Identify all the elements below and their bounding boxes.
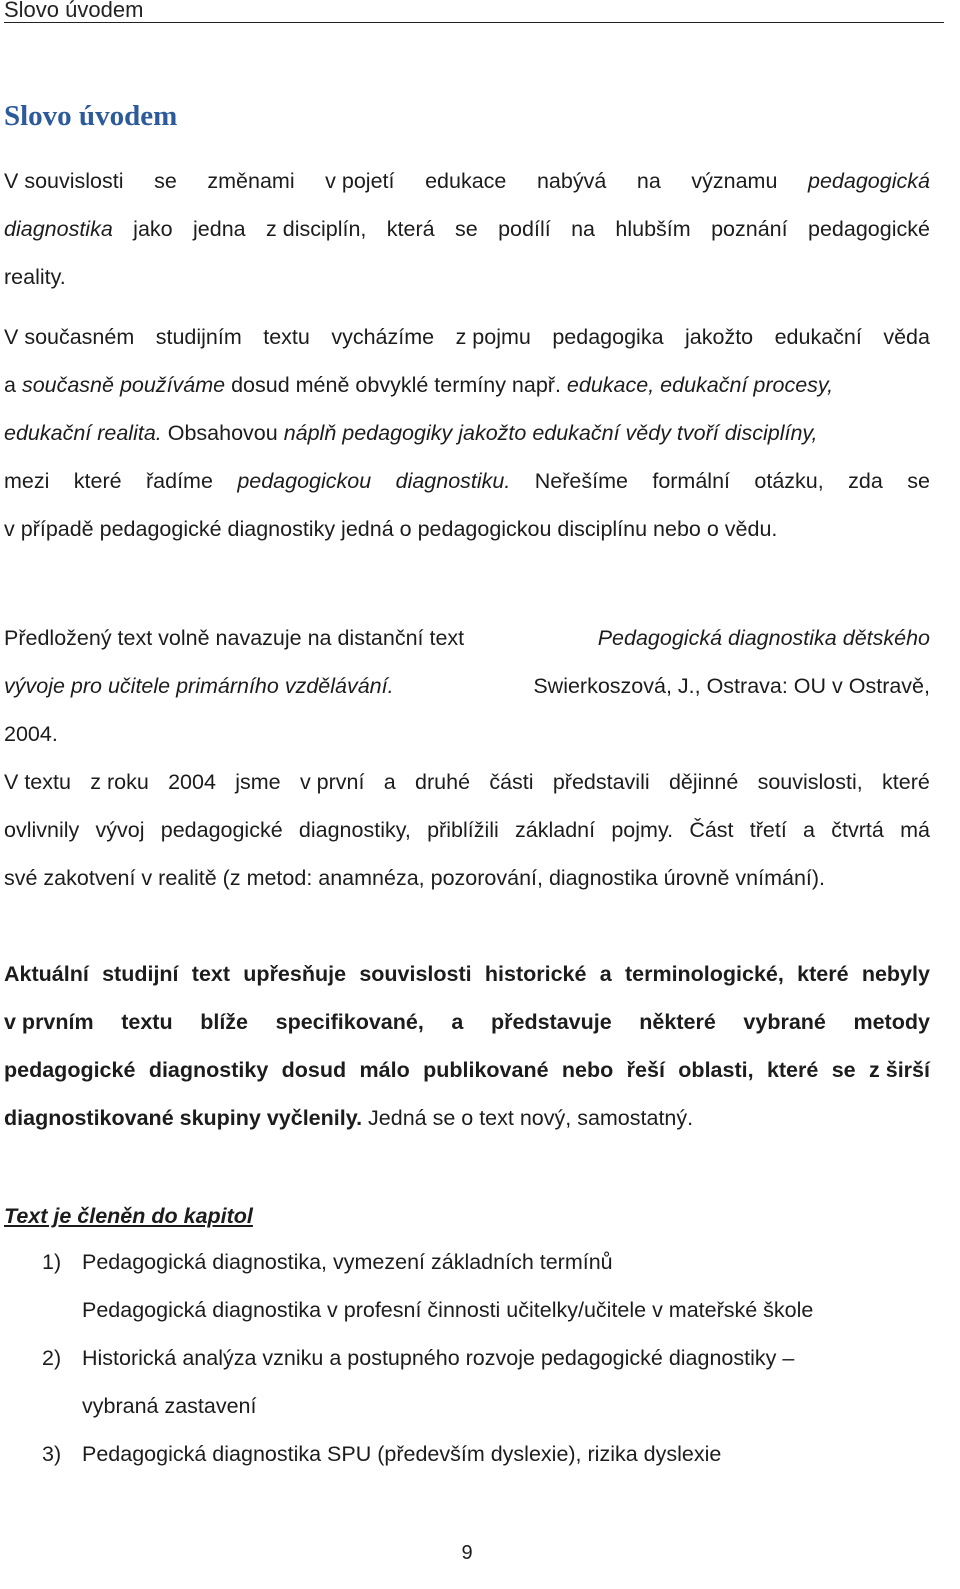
word: a <box>451 1010 464 1034</box>
word: a <box>383 770 396 794</box>
word: hlubším <box>615 217 691 241</box>
word: nebyly <box>861 962 930 986</box>
toc-item-text: Historická analýza vzniku a postupného rozvoje pedagogické diagnostiky – <box>82 1346 795 1370</box>
toc-item-text: Pedagogická diagnostika, vymezení základních termínů <box>82 1250 613 1274</box>
word: významu <box>691 169 778 193</box>
running-header <box>4 0 944 23</box>
word: edukační <box>774 325 862 349</box>
word: některé <box>639 1010 716 1034</box>
page-title: Slovo úvodem <box>4 100 178 132</box>
text-run-italic: vývoje pro učitele primárního vzdělávání. <box>4 674 394 698</box>
text-run-italic: současně používáme <box>21 373 226 397</box>
word: představili <box>552 770 650 794</box>
toc-item-text: vybraná zastavení <box>82 1394 257 1418</box>
word: pedagogické <box>808 217 930 241</box>
word: na <box>571 217 596 241</box>
paragraph-5-line-4 <box>4 1094 930 1142</box>
paragraph-3-line-1 <box>4 614 930 662</box>
word: text <box>191 962 231 986</box>
text-run-italic: náplň pedagogiky jakožto edukační vědy tvoří disciplíny, <box>283 421 818 445</box>
text-run: které <box>73 469 122 493</box>
paragraph-1-line-1 <box>4 157 930 205</box>
word: ovlivnily <box>4 818 80 842</box>
word: V textu <box>4 770 71 794</box>
word: a <box>803 818 816 842</box>
word: dosud <box>281 1058 347 1082</box>
word: se <box>907 469 930 493</box>
paragraph-2-line-1 <box>4 313 930 361</box>
word: textu <box>263 325 310 349</box>
text-run-italic: Pedagogická diagnostika dětského <box>597 626 930 650</box>
word: studijní <box>102 962 179 986</box>
paragraph-1-line-3: reality. <box>4 265 66 289</box>
word: Neřešíme <box>534 469 628 493</box>
paragraph-4-line-3: své zakotvení v realitě (z metod: anamnéza, pozorování, diagnostika úrovně vnímání). <box>4 866 826 890</box>
word: v prvním <box>4 1010 94 1034</box>
text-run-italic: pedagogická <box>808 169 930 193</box>
word: které <box>797 962 849 986</box>
paragraph-2-line-2 <box>4 361 930 409</box>
word: z širší <box>869 1058 930 1082</box>
paragraph-2-line-3 <box>4 409 930 457</box>
paragraph-5-line-2 <box>4 998 930 1046</box>
toc-item-text: Pedagogická diagnostika v profesní činnosti učitelky/učitele v mateřské škole <box>82 1298 814 1322</box>
page-number: 9 <box>461 1542 473 1564</box>
text-run-italic: edukace, edukační procesy, <box>566 373 834 397</box>
word: publikované <box>423 1058 549 1082</box>
text-run: mezi <box>4 469 50 493</box>
word: se <box>831 1058 856 1082</box>
text-run-bold: diagnostikované skupiny vyčlenily. <box>4 1106 363 1130</box>
text-run-italic: pedagogickou <box>237 469 372 493</box>
word: textu <box>121 1010 173 1034</box>
word: čtvrtá <box>831 818 884 842</box>
toc-item-number: 2) <box>42 1346 62 1370</box>
word: málo <box>359 1058 410 1082</box>
text-run: dosud méně obvyklé termíny např. <box>225 373 567 397</box>
word: vybrané <box>743 1010 826 1034</box>
paragraph-1-line-2 <box>4 205 930 253</box>
word: poznání <box>711 217 788 241</box>
toc-item <box>42 1430 721 1478</box>
word: souvislosti, <box>757 770 863 794</box>
paragraph-4-line-1 <box>4 758 930 806</box>
text-run: řadíme <box>146 469 213 493</box>
word: Část <box>689 818 734 842</box>
toc-item-text: Pedagogická diagnostika SPU (především dyslexie), rizika dyslexie <box>82 1442 722 1466</box>
text-run: Jedná se o text nový, samostatný. <box>362 1106 694 1130</box>
word: se <box>454 217 478 241</box>
word: jsme <box>235 770 281 794</box>
text-run: Předložený text volně navazuje na distanční text <box>4 626 471 650</box>
word: studijním <box>155 325 242 349</box>
word: se <box>154 169 177 193</box>
word: představuje <box>491 1010 612 1034</box>
toc-heading: Text je členěn do kapitol <box>4 1204 253 1228</box>
paragraph-3-line-3: 2004. <box>4 722 58 746</box>
text-run: Swierkoszová, J., Ostrava: OU v Ostravě, <box>527 674 930 698</box>
toc-item <box>42 1334 794 1382</box>
word: formální <box>652 469 731 493</box>
word: pojmy. <box>611 818 674 842</box>
word: základní <box>515 818 596 842</box>
word: z pojmu <box>455 325 531 349</box>
word: nabývá <box>536 169 607 193</box>
word: otázku, <box>754 469 824 493</box>
toc-item-number: 3) <box>42 1442 62 1466</box>
paragraph-2-line-4 <box>4 457 930 505</box>
toc-item <box>42 1238 613 1286</box>
word: nebo <box>561 1058 614 1082</box>
paragraph-5-line-3 <box>4 1046 930 1094</box>
word: V současném <box>4 325 135 349</box>
word: blíže <box>200 1010 249 1034</box>
text-run-italic: diagnostiku. <box>395 469 511 493</box>
word: historické <box>484 962 587 986</box>
text-run-italic: diagnostika <box>4 217 113 241</box>
paragraph-2-line-5: v případě pedagogické diagnostiky jedná o pedagogickou disciplínu nebo o vědu. <box>4 517 778 541</box>
word: dějinné <box>668 770 739 794</box>
word: má <box>900 818 930 842</box>
word: které <box>882 770 930 794</box>
word: 2004 <box>168 770 216 794</box>
word: v první <box>299 770 365 794</box>
paragraph-5-line-1 <box>4 950 930 998</box>
word: v pojetí <box>325 169 395 193</box>
running-header-title: Slovo úvodem <box>4 0 144 22</box>
word: věda <box>883 325 930 349</box>
word: z roku <box>90 770 149 794</box>
word: části <box>489 770 534 794</box>
text-run: a <box>4 373 22 397</box>
word: podílí <box>498 217 551 241</box>
word: specifikované, <box>275 1010 424 1034</box>
text-run-italic: edukační realita. <box>4 421 162 445</box>
toc-item <box>82 1286 813 1334</box>
word: jakožto <box>685 325 754 349</box>
word: jedna <box>193 217 246 241</box>
word: Aktuální <box>4 962 89 986</box>
toc-item-number: 1) <box>42 1250 62 1274</box>
word: která <box>386 217 435 241</box>
word: třetí <box>749 818 787 842</box>
word: přiblížili <box>427 818 499 842</box>
word: diagnostiky <box>148 1058 269 1082</box>
word: pedagogické <box>160 818 283 842</box>
word: druhé <box>415 770 471 794</box>
paragraph-4-line-2 <box>4 806 930 854</box>
toc-item <box>82 1382 257 1430</box>
word: a <box>599 962 612 986</box>
word: vycházíme <box>331 325 435 349</box>
word: z disciplín, <box>266 217 367 241</box>
paragraph-3-line-2 <box>4 662 930 710</box>
word: řeší <box>626 1058 665 1082</box>
word: pedagogické <box>4 1058 136 1082</box>
word: na <box>636 169 661 193</box>
word: diagnostiky, <box>298 818 411 842</box>
word: V souvislosti <box>4 169 124 193</box>
word: které <box>766 1058 819 1082</box>
word: vývoj <box>95 818 145 842</box>
text-run: Obsahovou <box>161 421 284 445</box>
word: pedagogika <box>552 325 664 349</box>
word: terminologické, <box>624 962 784 986</box>
word: metody <box>853 1010 930 1034</box>
word: edukace <box>425 169 507 193</box>
word: souvislosti <box>359 962 472 986</box>
word: zda <box>848 469 883 493</box>
word: změnami <box>207 169 295 193</box>
word: oblasti, <box>678 1058 754 1082</box>
word: upřesňuje <box>243 962 347 986</box>
word: jako <box>133 217 173 241</box>
